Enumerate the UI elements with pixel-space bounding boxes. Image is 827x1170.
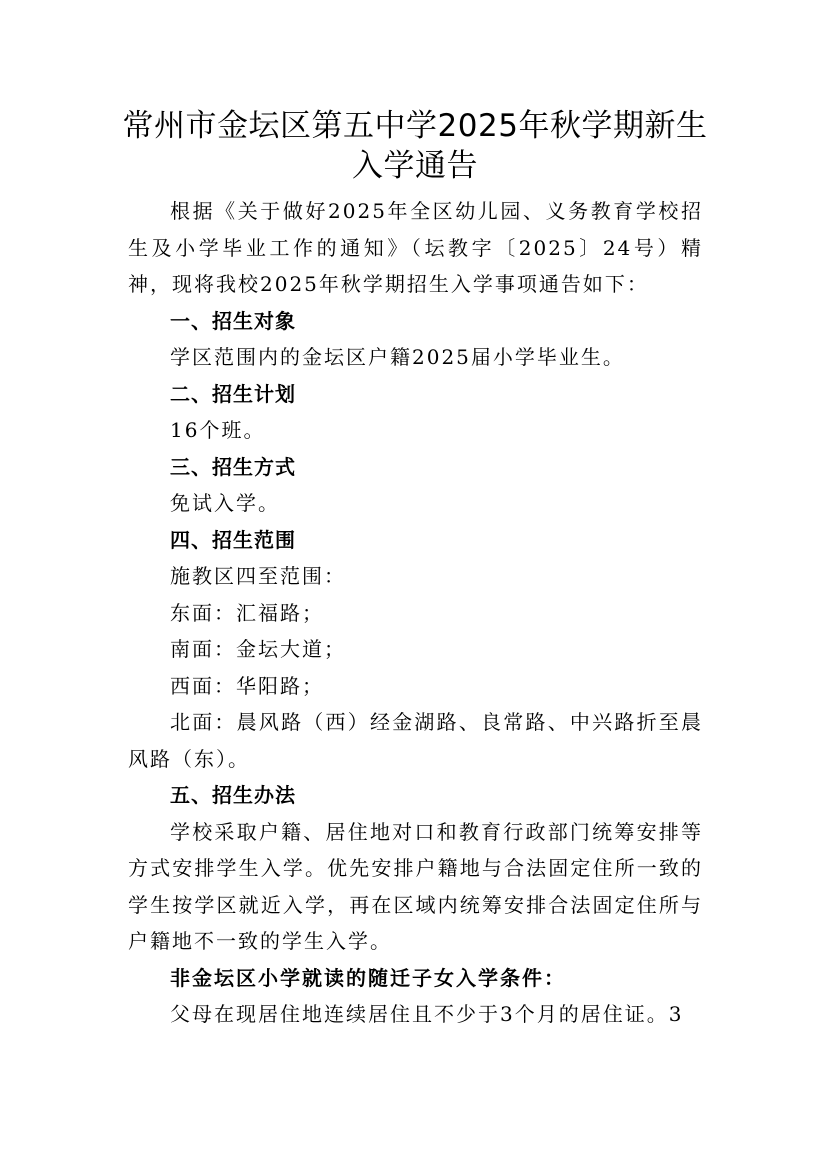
document-title-line-2: 入学通告 — [352, 148, 478, 184]
scope-east: 东面：汇福路； — [170, 600, 324, 625]
scope-north: 北面：晨风路（西）经金湖路、良常路、中兴路折至晨风路（东）。 — [128, 710, 703, 771]
scope-south: 南面：金坛大道； — [170, 637, 346, 661]
section-text-target: 学区范围内的金坛区户籍2025届小学毕业生。 — [170, 345, 625, 369]
migrant-children-subheading: 非金坛区小学就读的随迁子女入学条件： — [170, 965, 566, 990]
section-heading-scope: 四、招生范围 — [170, 527, 296, 552]
section-text-approach: 学校采取户籍、居住地对口和教育行政部门统筹安排等方式安排学生入学。优先安排户籍地与合法固定住所一致的学生按学区就近入学，再在区域内统筹安排合法固定住所与户籍地不一致的学生入学。 — [128, 819, 703, 953]
migrant-children-condition: 父母在现居住地连续居住且不少于3个月的居住证。3 — [170, 1002, 684, 1026]
intro-paragraph: 根据《关于做好2025年全区幼儿园、义务教育学校招生及小学毕业工作的通知》（坛教字〔2025〕24号）精神，现将我校2025年秋学期招生入学事项通告如下： — [128, 199, 703, 296]
scope-west: 西面：华阳路； — [170, 673, 324, 698]
section-heading-plan: 二、招生计划 — [170, 381, 296, 406]
section-text-method: 免试入学。 — [170, 491, 280, 515]
document-title-line-1: 常州市金坛区第五中学2025年秋学期新生 — [122, 108, 708, 144]
document-body — [128, 193, 703, 1033]
section-heading-approach: 五、招生办法 — [170, 783, 296, 807]
section-heading-target: 一、招生对象 — [170, 308, 296, 333]
scope-lead: 施教区四至范围： — [170, 564, 346, 588]
section-heading-method: 三、招生方式 — [170, 454, 296, 479]
section-text-plan: 16个班。 — [170, 418, 266, 442]
